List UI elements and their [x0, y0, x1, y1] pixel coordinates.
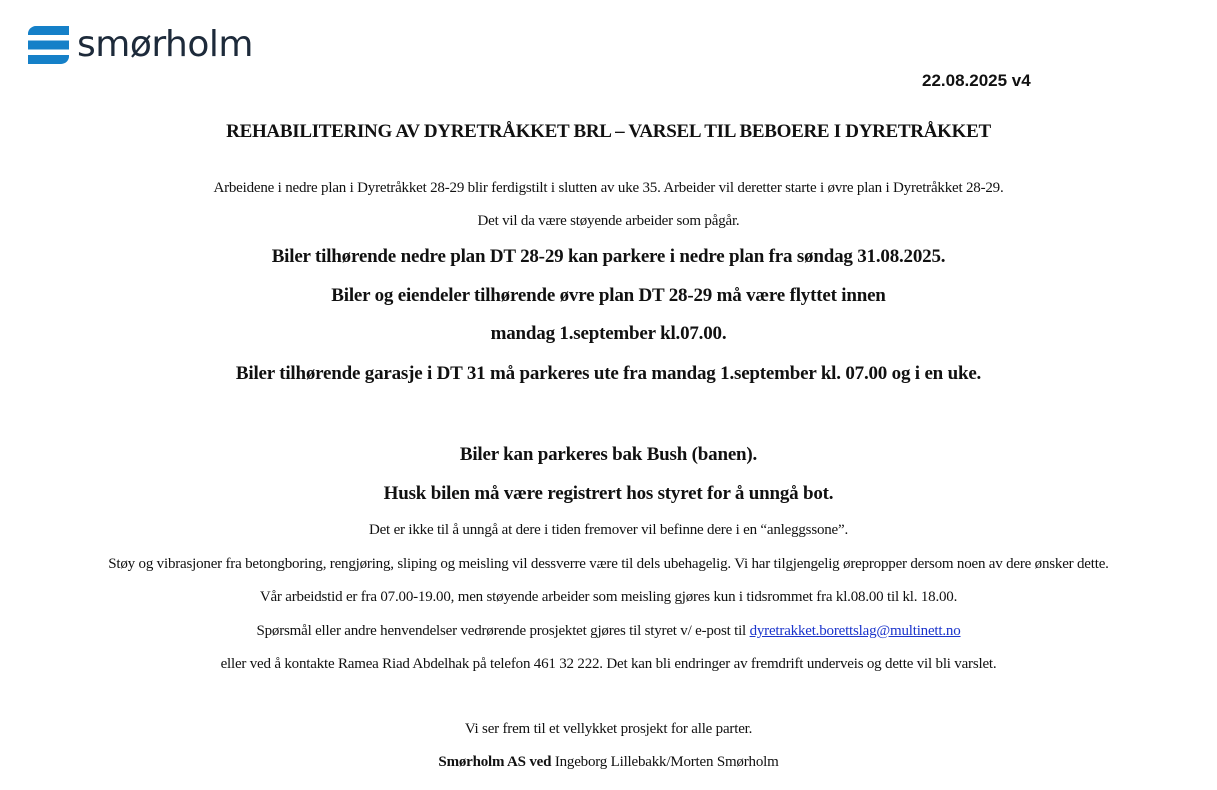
body-paragraph-construction-zone: Det er ikke til å unngå at dere i tiden fremover vil befinne dere i en “anleggssone”.	[368, 522, 849, 538]
parking-location-notice: Biler kan parkeres bak Bush (banen).	[459, 444, 758, 465]
contact-email-prefix: Spørsmål eller andre henvendelser vedrørende prosjektet gjøres til styret v/ e-post til	[256, 623, 750, 639]
parking-notice-upper-level: Biler og eiendeler tilhørende øvre plan DT 28-29 må være flyttet innen	[331, 285, 886, 306]
body-paragraph-noise: Støy og vibrasjoner fra betongboring, rengjøring, sliping og meisling vil dessverre være til dels ubehagelig. Vi har tilgjengelig ørepropper dersom noen av dere ønsker dette.	[108, 556, 1109, 572]
parking-notice-lower-level: Biler tilhørende nedre plan DT 28-29 kan parkere i nedre plan fra søndag 31.08.2025.	[271, 246, 946, 267]
intro-paragraph-2: Det vil da være støyende arbeider som pågår.	[477, 213, 740, 229]
parking-notice-garage: Biler tilhørende garasje i DT 31 må parkeres ute fra mandag 1.september kl. 07.00 og i en uke.	[235, 363, 982, 384]
signature-company: Smørholm AS ved	[438, 754, 552, 770]
body-paragraph-contact-phone: eller ved å kontakte Ramea Riad Abdelhak på telefon 461 32 222. Det kan bli endringer av fremdrift underveis og dette vil bli varslet.	[220, 656, 997, 672]
signature	[0, 752, 1217, 772]
page-title: REHABILITERING AV DYRETRÅKKET BRL – VARSEL TIL BEBOERE I DYRETRÅKKET	[226, 121, 991, 142]
signature-names: Ingeborg Lillebakk/Morten Smørholm	[551, 754, 779, 770]
closing-line: Vi ser frem til et vellykket prosjekt for alle parter.	[464, 721, 753, 737]
document-date-version: 22.08.2025 v4	[922, 71, 1031, 90]
parking-notice-deadline: mandag 1.september kl.07.00.	[490, 323, 727, 344]
smorholm-logo-icon	[28, 26, 69, 64]
body-paragraph-working-hours: Vår arbeidstid er fra 07.00-19.00, men støyende arbeider som meisling gjøres kun i tidsrommet fra kl.08.00 til kl. 18.00.	[259, 589, 958, 605]
contact-email-link[interactable]: dyretrakket.borettslag@multinett.no	[749, 623, 961, 639]
logo-wordmark: smørholm	[77, 24, 253, 65]
company-logo	[28, 24, 253, 66]
registration-notice: Husk bilen må være registrert hos styret for å unngå bot.	[383, 483, 834, 504]
body-paragraph-contact-email	[0, 621, 1217, 641]
intro-paragraph-1: Arbeidene i nedre plan i Dyretråkket 28-29 blir ferdigstilt i slutten av uke 35. Arbeider vil deretter starte i øvre plan i Dyretråkket 28-29.	[213, 180, 1004, 196]
